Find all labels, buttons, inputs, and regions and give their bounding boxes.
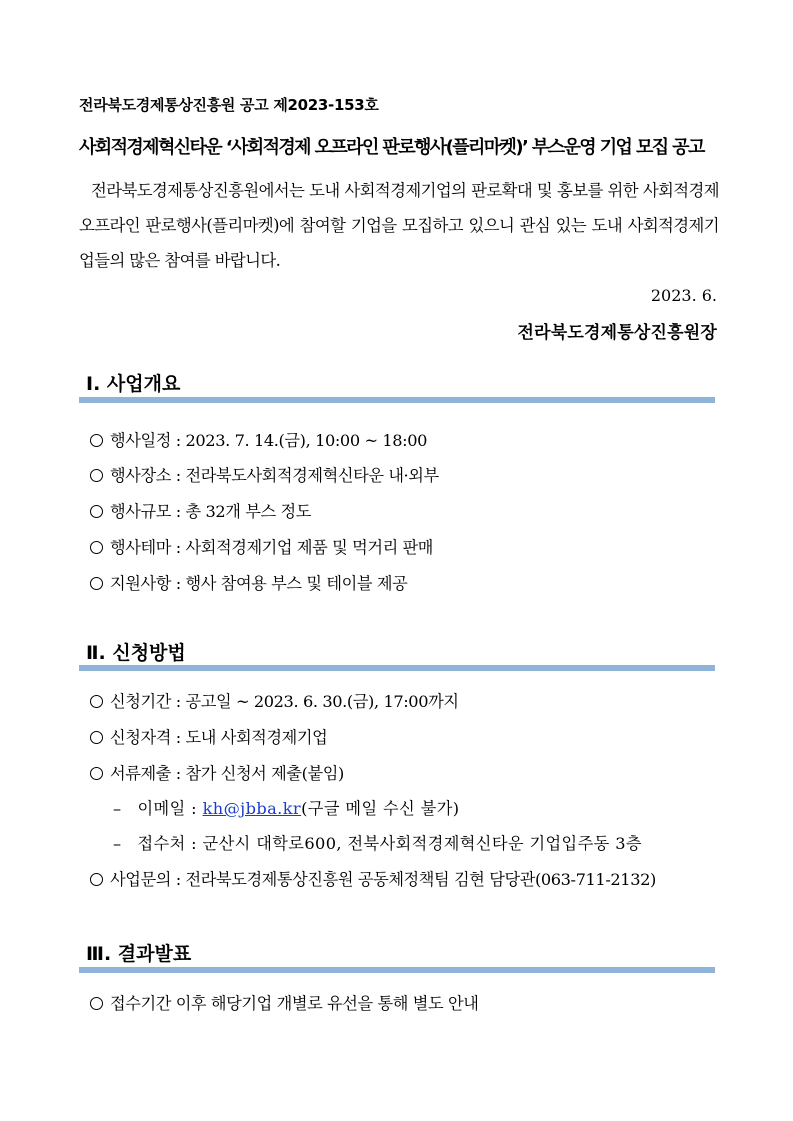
section-heading-results: Ⅲ. 결과발표 bbox=[86, 943, 192, 965]
section-rule bbox=[79, 665, 715, 671]
section-rule bbox=[79, 397, 715, 403]
circle-bullet-icon bbox=[90, 695, 103, 708]
document-title: 사회적경제혁신타운 ‘사회적경제 오프라인 판로행사(플리마켓)’ 부스운영 기업 모집 공고 bbox=[79, 137, 704, 158]
section-rule bbox=[79, 967, 715, 973]
list-item-text: 신청기간 : 공고일 ~ 2023. 6. 30.(금), 17:00까지 bbox=[110, 692, 459, 711]
list-item bbox=[90, 427, 427, 451]
list-item-text: 행사규모 : 총 32개 부스 정도 bbox=[110, 502, 311, 521]
dash-marker: – bbox=[113, 799, 122, 818]
list-item bbox=[90, 724, 327, 748]
list-item bbox=[90, 534, 433, 558]
list-item bbox=[90, 990, 478, 1014]
address-text: 접수처 : 군산시 대학로600, 전북사회적경제혁신타운 기업입주동 3층 bbox=[137, 834, 642, 853]
email-note: (구글 메일 수신 불가) bbox=[301, 799, 460, 818]
sub-item-address bbox=[113, 830, 642, 854]
list-item-text: 행사장소 : 전라북도사회적경제혁신타운 내·외부 bbox=[110, 466, 439, 485]
list-item bbox=[90, 866, 656, 890]
circle-bullet-icon bbox=[90, 767, 103, 780]
dash-marker: – bbox=[113, 834, 122, 853]
notice-number: 전라북도경제통상진흥원 공고 제2023-153호 bbox=[79, 96, 379, 114]
list-item-text: 행사일정 : 2023. 7. 14.(금), 10:00 ~ 18:00 bbox=[110, 431, 428, 450]
email-link[interactable]: kh@jbba.kr bbox=[202, 799, 302, 818]
circle-bullet-icon bbox=[90, 577, 103, 590]
list-item-text: 신청자격 : 도내 사회적경제기업 bbox=[110, 728, 328, 747]
circle-bullet-icon bbox=[90, 731, 103, 744]
circle-bullet-icon bbox=[90, 997, 103, 1010]
list-item-text: 접수기간 이후 해당기업 개별로 유선을 통해 별도 안내 bbox=[110, 994, 479, 1013]
list-item-text: 서류제출 : 참가 신청서 제출(붙임) bbox=[110, 764, 344, 783]
signer: 전라북도경제통상진흥원장 bbox=[517, 323, 717, 343]
announcement-date: 2023. 6. bbox=[650, 286, 717, 305]
contact-text: 사업문의 : 전라북도경제통상진흥원 공동체정책팀 김현 담당관(063-711-2132) bbox=[110, 870, 656, 889]
list-item-text: 지원사항 : 행사 참여용 부스 및 테이블 제공 bbox=[110, 574, 408, 593]
list-item bbox=[90, 760, 344, 784]
circle-bullet-icon bbox=[90, 434, 103, 447]
circle-bullet-icon bbox=[90, 469, 103, 482]
intro-paragraph: 전라북도경제통상진흥원에서는 도내 사회적경제기업의 판로확대 및 홍보를 위한 사회적경제 오프라인 판로행사(플리마켓)에 참여할 기업을 모집하고 있으니 관심 있는 도내 사회적경제기업들의 많은 참여를 바랍니다. bbox=[79, 181, 719, 270]
list-item bbox=[90, 498, 311, 522]
email-label: 이메일 : bbox=[137, 799, 198, 818]
list-item bbox=[90, 570, 407, 594]
section-heading-overview: Ⅰ. 사업개요 bbox=[86, 373, 181, 395]
circle-bullet-icon bbox=[90, 873, 103, 886]
sub-item-email bbox=[113, 795, 459, 819]
list-item bbox=[90, 688, 459, 712]
list-item-text: 행사테마 : 사회적경제기업 제품 및 먹거리 판매 bbox=[110, 538, 434, 557]
circle-bullet-icon bbox=[90, 541, 103, 554]
circle-bullet-icon bbox=[90, 505, 103, 518]
section-heading-application: Ⅱ. 신청방법 bbox=[86, 642, 186, 664]
list-item bbox=[90, 462, 439, 486]
